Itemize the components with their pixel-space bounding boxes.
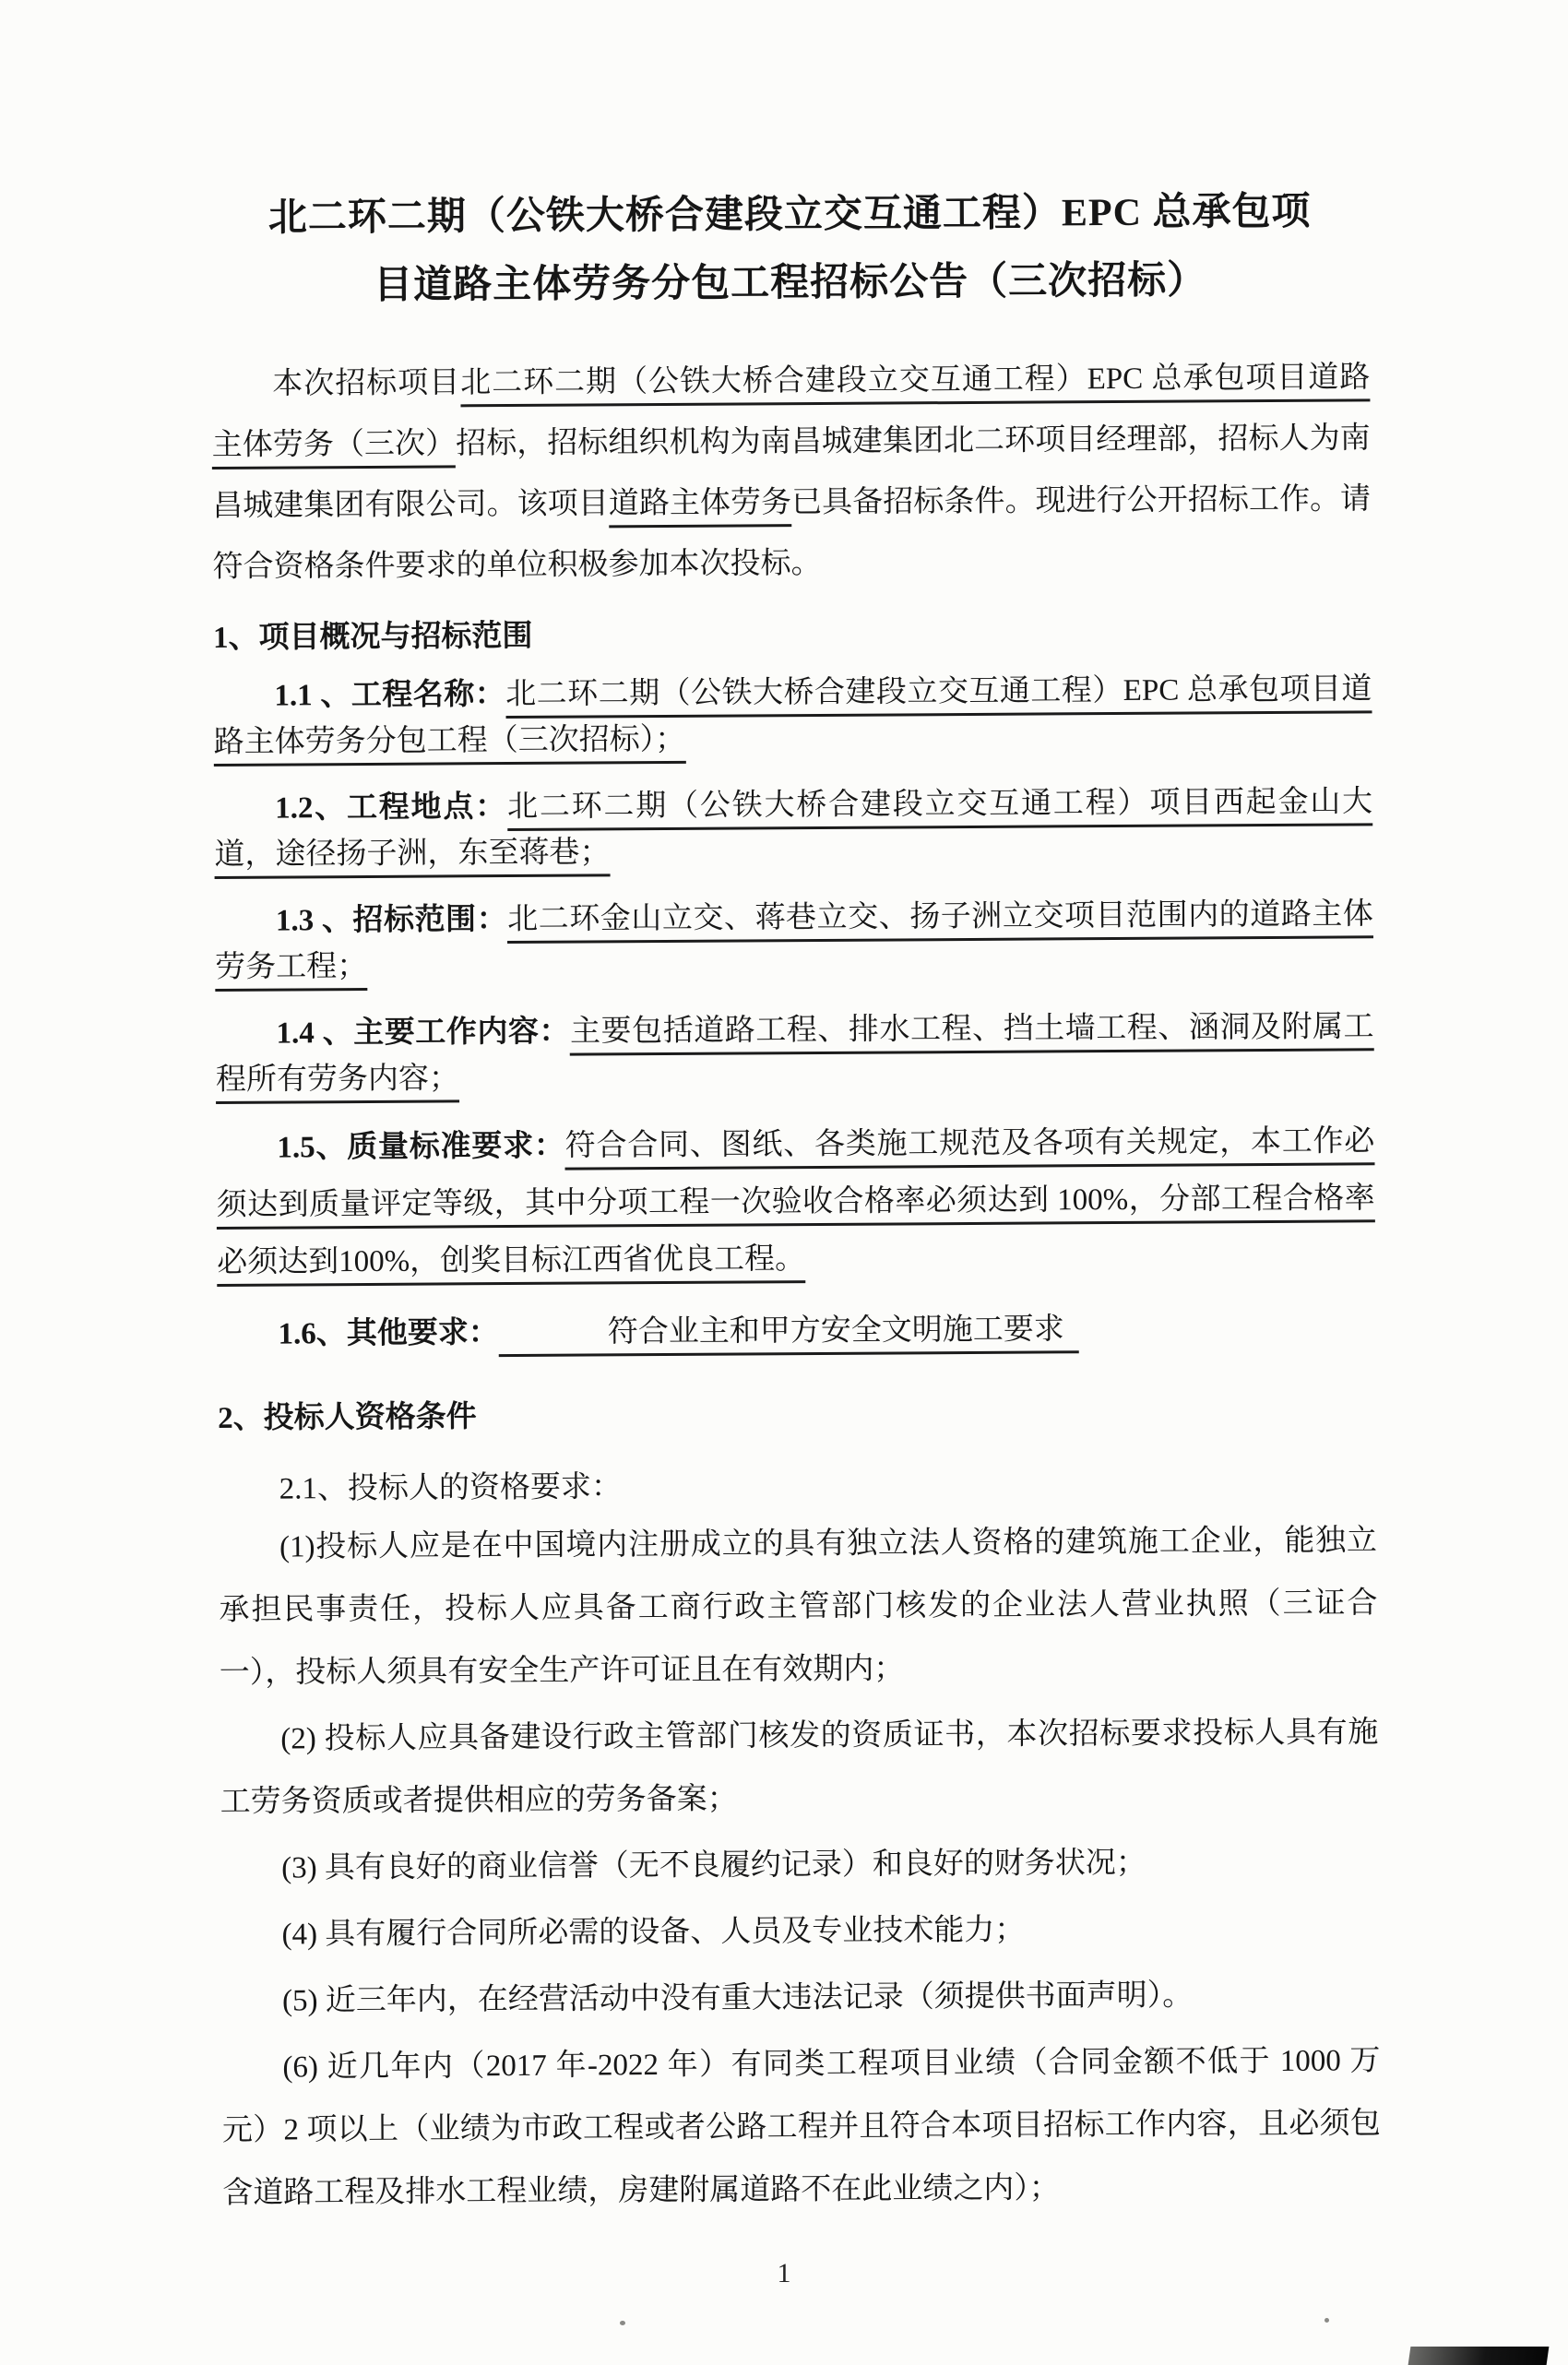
intro-underlined-1: 北二环二期（公铁大桥合建段立交互通工程）EPC 总承包项目道路主体劳务（三次） xyxy=(212,361,1371,469)
section-1-heading: 1、项目概况与招标范围 xyxy=(212,619,533,655)
item-1-4-underlined: 主要包括道路工程、排水工程、挡土墙工程、涵洞及附属工程所有劳务内容； xyxy=(216,1010,1374,1104)
section-1-item-1-6 xyxy=(217,1304,1375,1358)
section-1-item-1-4 xyxy=(215,1004,1374,1103)
intro-text-1: 本次招标项目 xyxy=(272,366,461,401)
item-1-6-underlined: 符合业主和甲方安全文明施工要求 xyxy=(499,1313,1079,1357)
item-1-5-underlined: 符合合同、图纸、各类施工规范及各项有关规定，本工作必须达到质量评定等级，其中分项工程一次验收合格率必须达到 100%，分部工程合格率必须达到100%，创奖目标江西省优良工程。 xyxy=(217,1124,1375,1287)
item-1-1-label: 1.1 、工程名称： xyxy=(274,678,506,713)
item-1-6-label: 1.6、其他要求： xyxy=(278,1316,499,1351)
item-1-1-underlined: 北二环二期（公铁大桥合建段立交互通工程）EPC 总承包项目道路主体劳务分包工程（三次招标）； xyxy=(214,672,1372,767)
item-1-2-underlined: 北二环二期（公铁大桥合建段立交互通工程）项目西起金山大道，途径扬子洲，东至蒋巷； xyxy=(214,785,1372,879)
requirement-item-4: (4) 具有履行合同所必需的设备、人员及专业技术能力； xyxy=(281,1913,1026,1952)
title-line-2: 目道路主体劳务分包工程招标公告（三次招标） xyxy=(374,259,1207,307)
scan-artifact-corner xyxy=(1408,2347,1550,2365)
item-1-3-label: 1.3 、招标范围： xyxy=(275,903,508,938)
page-number: 1 xyxy=(777,2258,791,2288)
intro-text-2: 招标，招标组织机构为南昌城建集团北二环项目经理部，招标人为南昌城建集团有限公司。该项目 xyxy=(212,422,1371,523)
intro-text-3: 已具备招标条件。现进行公开招标工作。请符合资格条件要求的单位积极参加本次投标。 xyxy=(212,482,1372,584)
requirement-item-3: (3) 具有良好的商业信誉（无不良履约记录）和良好的财务状况； xyxy=(281,1846,1146,1885)
intro-paragraph xyxy=(211,347,1372,598)
item-1-3-underlined: 北二环金山立交、蒋巷立交、扬子洲立交项目范围内的道路主体劳务工程； xyxy=(215,897,1373,992)
section-2-subheading: 2.1、投标人的资格要求： xyxy=(279,1470,622,1506)
title-line-1: 北二环二期（公铁大桥合建段立交互通工程）EPC 总承包项 xyxy=(267,190,1312,240)
requirement-item-1: (1)投标人应是在中国境内注册成立的具有独立法人资格的建筑施工企业，能独立承担民事责任，投标人应具备工商行政主管部门核发的企业法人营业执照（三证合一），投标人须具有安全生产许可证且在有效期内； xyxy=(219,1524,1378,1690)
requirement-item-6: (6) 近几年内（2017 年-2022 年）有同类工程项目业绩（合同金额不低于 1000 万元）2 项以上（业绩为市政工程或者公路工程并且符合本项目招标工作内容，且必须包含道路工程及排水工程业绩，房建附属道路不在此业绩之内）； xyxy=(221,2044,1381,2210)
item-1-4-label: 1.4 、主要工作内容： xyxy=(276,1015,571,1051)
section-1-item-1-5 xyxy=(216,1112,1375,1291)
document-content xyxy=(210,177,1381,2225)
section-2-heading: 2、投标人资格条件 xyxy=(218,1400,477,1435)
item-1-5-label: 1.5、质量标准要求： xyxy=(277,1129,565,1165)
section-1-item-1-2 xyxy=(214,778,1373,878)
item-1-2-label: 1.2、工程地点： xyxy=(275,790,508,826)
section-1-item-1-1 xyxy=(213,666,1372,766)
scan-speck xyxy=(1324,2318,1329,2323)
document-title xyxy=(210,177,1370,321)
requirement-item-2: (2) 投标人应具备建设行政主管部门核发的资质证书，本次招标要求投标人具有施工劳务资质或者提供相应的劳务备案； xyxy=(220,1716,1379,1819)
section-1-item-1-3 xyxy=(215,891,1374,991)
scan-speck xyxy=(620,2321,625,2325)
requirement-item-5: (5) 近三年内，在经营活动中没有重大违法记录（须提供书面声明）。 xyxy=(281,1979,1194,2018)
intro-underlined-2: 道路主体劳务 xyxy=(609,486,792,528)
